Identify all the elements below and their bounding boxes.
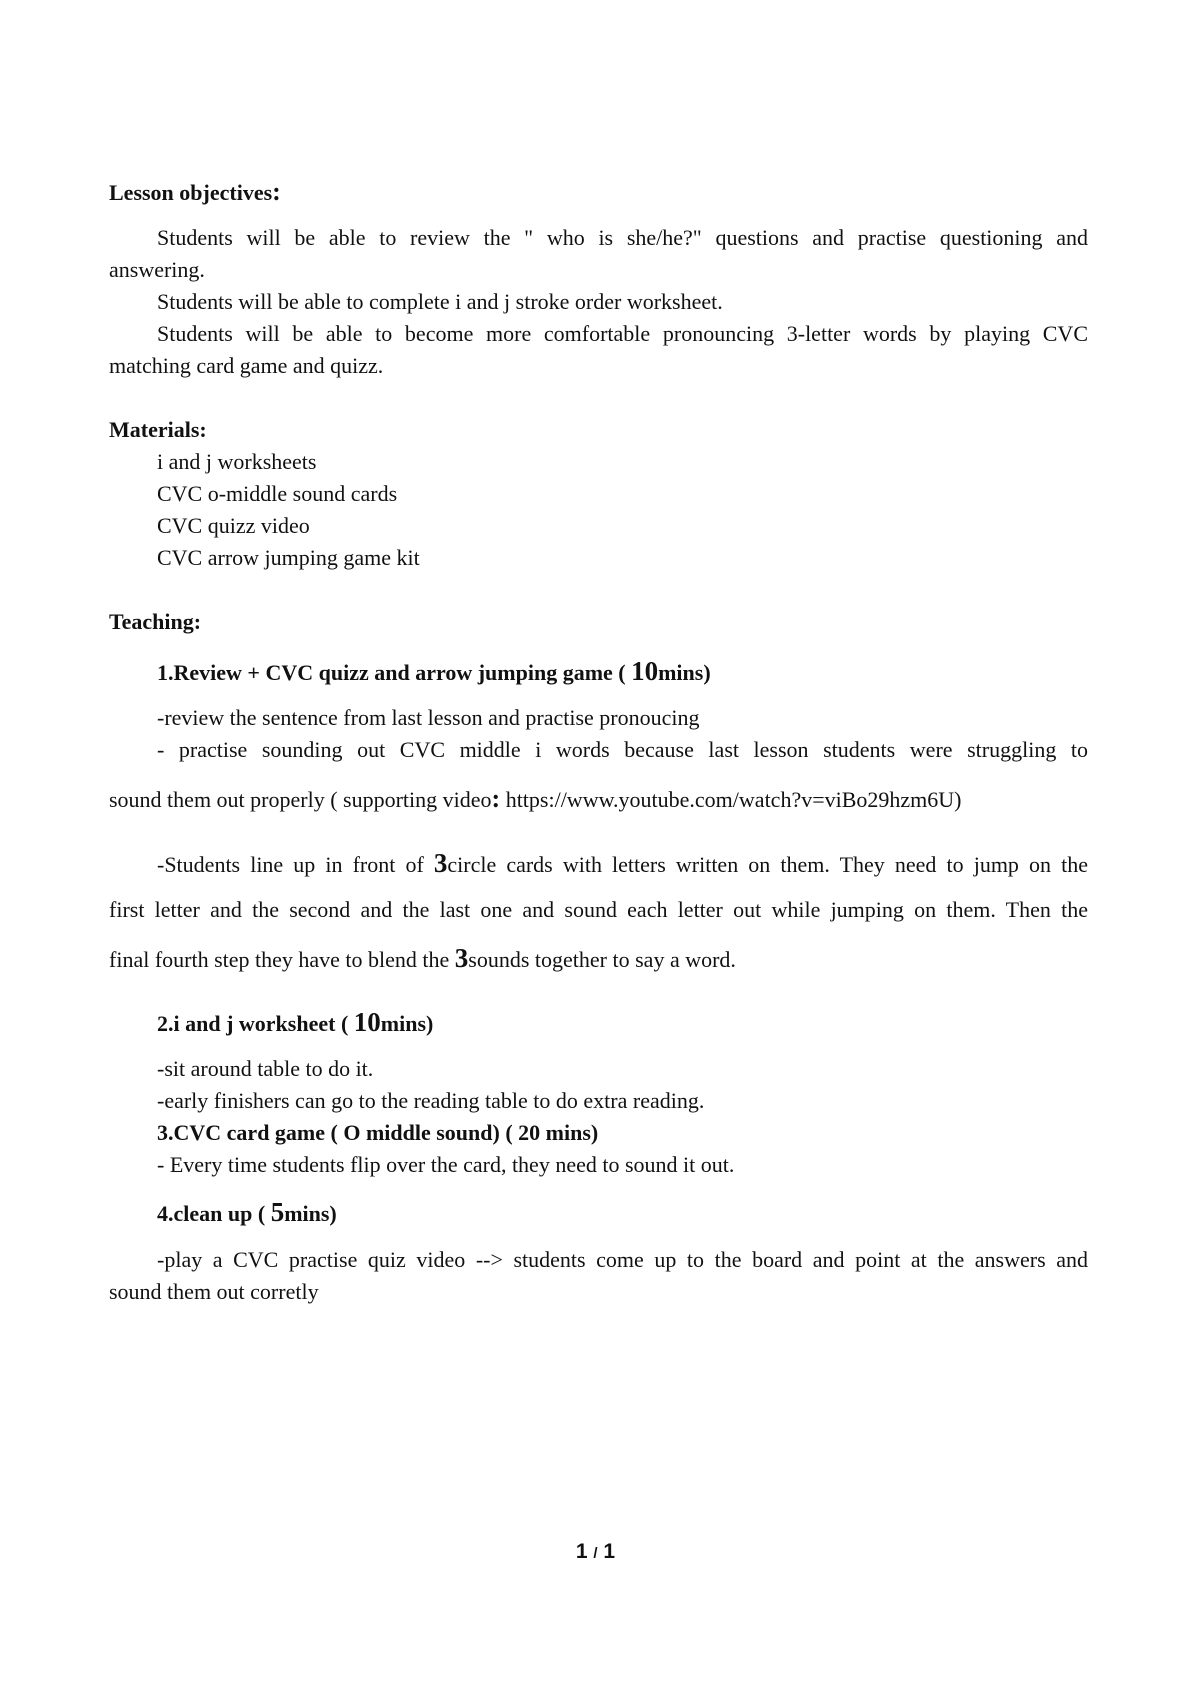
section-2-line-2: -early finishers can go to the reading table to do extra reading. [157, 1088, 705, 1113]
section-1-title-num: 10 [631, 656, 659, 686]
section-1-line-1: -review the sentence from last lesson and practise pronoucing [157, 705, 700, 730]
section-1-video-link[interactable]: https://www.youtube.com/watch?v=viBo29hzm6U) [500, 787, 962, 812]
materials-heading: Materials: [109, 417, 207, 442]
section-1-line-2: - practise sounding out CVC middle i words because last lesson students were struggling to [157, 737, 1088, 762]
section-1-paragraph-line-3-pre: final fourth step they have to blend the [109, 947, 455, 972]
objective-3-line-2: matching card game and quizz. [109, 353, 384, 378]
teaching-heading: Teaching: [109, 609, 202, 634]
section-2-title [157, 1008, 433, 1038]
section-2-line-1: -sit around table to do it. [157, 1056, 374, 1081]
section-4-title-pre: 4.clean up ( [157, 1201, 271, 1226]
section-1-title-pre: 1.Review + CVC quizz and arrow jumping game ( [157, 660, 632, 685]
section-1-title-post: mins) [658, 660, 711, 685]
material-item: CVC o-middle sound cards [157, 481, 398, 506]
objective-1-line-2: answering. [109, 257, 205, 282]
material-item: CVC quizz video [157, 513, 310, 538]
objectives-heading-colon: : [272, 177, 281, 206]
section-3-title: 3.CVC card game ( O middle sound) ( 20 mins) [157, 1120, 599, 1145]
section-4-line-2: sound them out corretly [109, 1279, 319, 1304]
section-4-line-1: -play a CVC practise quiz video --> students come up to the board and point at the answers and [157, 1247, 1088, 1272]
objectives-heading-text: Lesson objectives [109, 180, 273, 205]
section-1-paragraph-line-2: first letter and the second and the last one and sound each letter out while jumping on them. Then the [109, 897, 1088, 922]
objectives-heading [109, 178, 281, 207]
page-current: 1 [575, 1540, 588, 1563]
section-1-paragraph-post: circle cards with letters written on them. They need to jump on the [447, 852, 1088, 877]
section-1-line-3 [109, 785, 962, 814]
section-2-title-pre: 2.i and j worksheet ( [157, 1011, 354, 1036]
section-4-title-num: 5 [270, 1197, 285, 1227]
section-1-paragraph-line-1 [157, 849, 1088, 879]
objective-2: Students will be able to complete i and j stroke order worksheet. [157, 289, 723, 314]
page-slash: / [593, 1545, 598, 1562]
section-1-paragraph-pre: -Students line up in front of [157, 852, 434, 877]
section-1-paragraph-num-2: 3 [454, 943, 469, 973]
section-1-line-3-pre: sound them out properly ( supporting video [109, 787, 492, 812]
section-1-paragraph-line-3 [109, 944, 736, 974]
page-number [0, 1540, 1191, 1564]
objective-1-line-1: Students will be able to review the " who is she/he?" questions and practise questioning and [157, 225, 1088, 250]
section-2-title-post: mins) [380, 1011, 434, 1036]
material-item: i and j worksheets [157, 449, 317, 474]
section-1-paragraph-num-1: 3 [433, 848, 448, 878]
section-1-title [157, 657, 711, 687]
section-4-title [157, 1198, 337, 1228]
section-1-line-3-colon: : [491, 784, 501, 813]
section-2-title-num: 10 [353, 1007, 381, 1037]
section-1-paragraph-line-3-post: sounds together to say a word. [468, 947, 736, 972]
objective-3-line-1: Students will be able to become more comfortable pronouncing 3-letter words by playing CVC [157, 321, 1088, 346]
section-3-line-1: - Every time students flip over the card, they need to sound it out. [157, 1152, 735, 1177]
section-4-title-post: mins) [284, 1201, 337, 1226]
page-total: 1 [603, 1540, 616, 1563]
material-item: CVC arrow jumping game kit [157, 545, 420, 570]
